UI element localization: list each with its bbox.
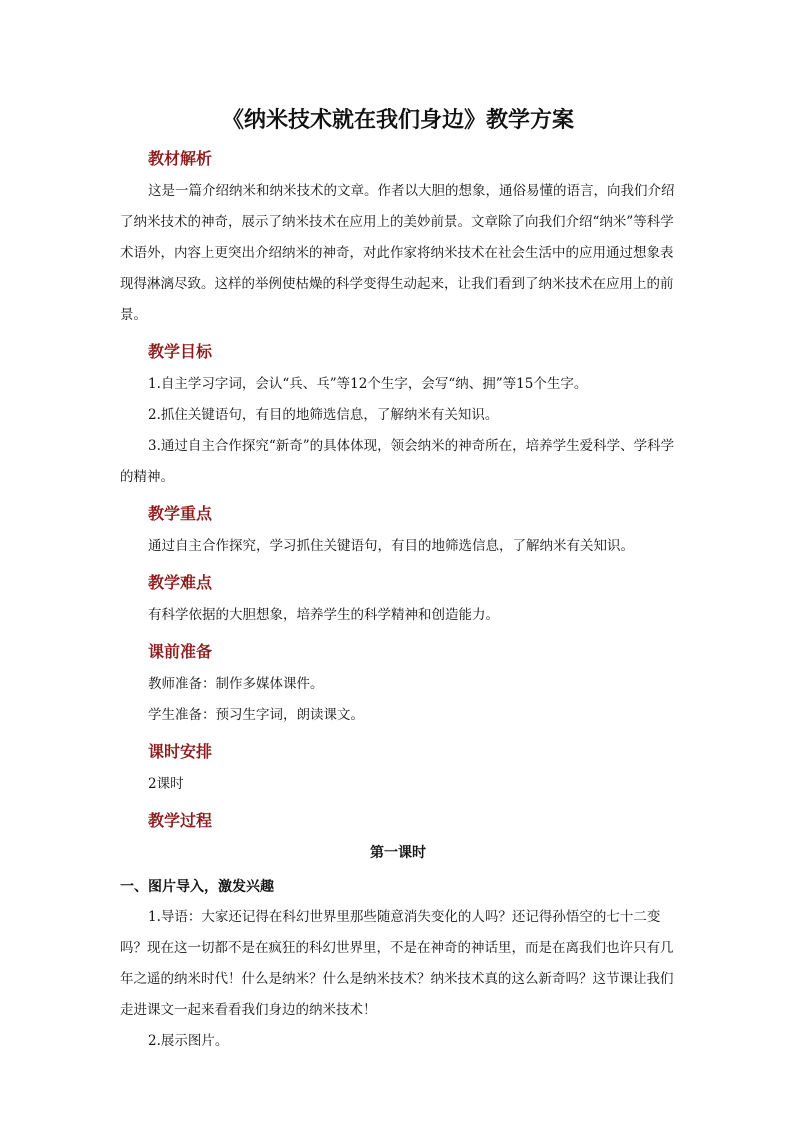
process-item-1: 1.导语：大家还记得在科幻世界里那些随意消失变化的人吗？还记得孙悟空的七十二变吗？现在这一切都不是在疯狂的科幻世界里，不是在神奇的神话里，而是在离我们也许只有几年之遥的纳米时代！什么是纳米？什么是纳米技术？纳米技术真的这么新奇吗？这节课让我们走进课文一起来看看我们身边的纳米技术！ (120, 909, 674, 1018)
heading-schedule: 课时安排 (148, 742, 213, 761)
goal-item-2: 2.抓住关键语句，有目的地筛选信息，了解纳米有关知识。 (148, 407, 499, 423)
document-title: 《纳米技术就在我们身边》教学方案 (221, 107, 574, 133)
goal-item-1: 1.自主学习字词，会认“兵、乓”等12个生字，会写“纳、拥”等15个生字。 (148, 376, 588, 392)
heading-key: 教学重点 (148, 504, 213, 523)
step-heading: 一、图片导入，激发兴趣 (120, 879, 274, 895)
difficult-paragraph: 有科学依据的大胆想象，培养学生的科学精神和创造能力。 (148, 607, 499, 623)
prep-student: 学生准备：预习生字词，朗读课文。 (148, 707, 364, 723)
lesson-title: 第一课时 (370, 845, 426, 861)
heading-prep: 课前准备 (148, 642, 213, 661)
process-item-2: 2.展示图片。 (148, 1033, 229, 1049)
material-paragraph: 这是一篇介绍纳米和纳米技术的文章。作者以大胆的想象，通俗易懂的语言，向我们介绍了纳米技术的神奇，展示了纳米技术在应用上的美妙前景。文章除了向我们介绍“纳米”等科学术语外，内容上更突出介绍纳米的神奇，对此作家将纳米技术在社会生活中的应用通过想象表现得淋漓尽致。这样的举例使枯燥的科学变得生动起来，让我们看到了纳米技术在应用上的前景。 (120, 183, 675, 323)
schedule-text: 2课时 (148, 776, 184, 792)
heading-material: 教材解析 (148, 149, 213, 168)
goal-item-3: 3.通过自主合作探究“新奇”的具体体现，领会纳米的神奇所在，培养学生爱科学、学科学的精神。 (120, 438, 675, 485)
heading-goals: 教学目标 (148, 342, 213, 361)
document-page (120, 96, 676, 1057)
heading-process: 教学过程 (148, 811, 213, 830)
prep-teacher: 教师准备：制作多媒体课件。 (148, 676, 324, 692)
key-paragraph: 通过自主合作探究，学习抓住关键语句，有目的地筛选信息，了解纳米有关知识。 (148, 538, 634, 554)
heading-difficult: 教学难点 (148, 573, 213, 592)
